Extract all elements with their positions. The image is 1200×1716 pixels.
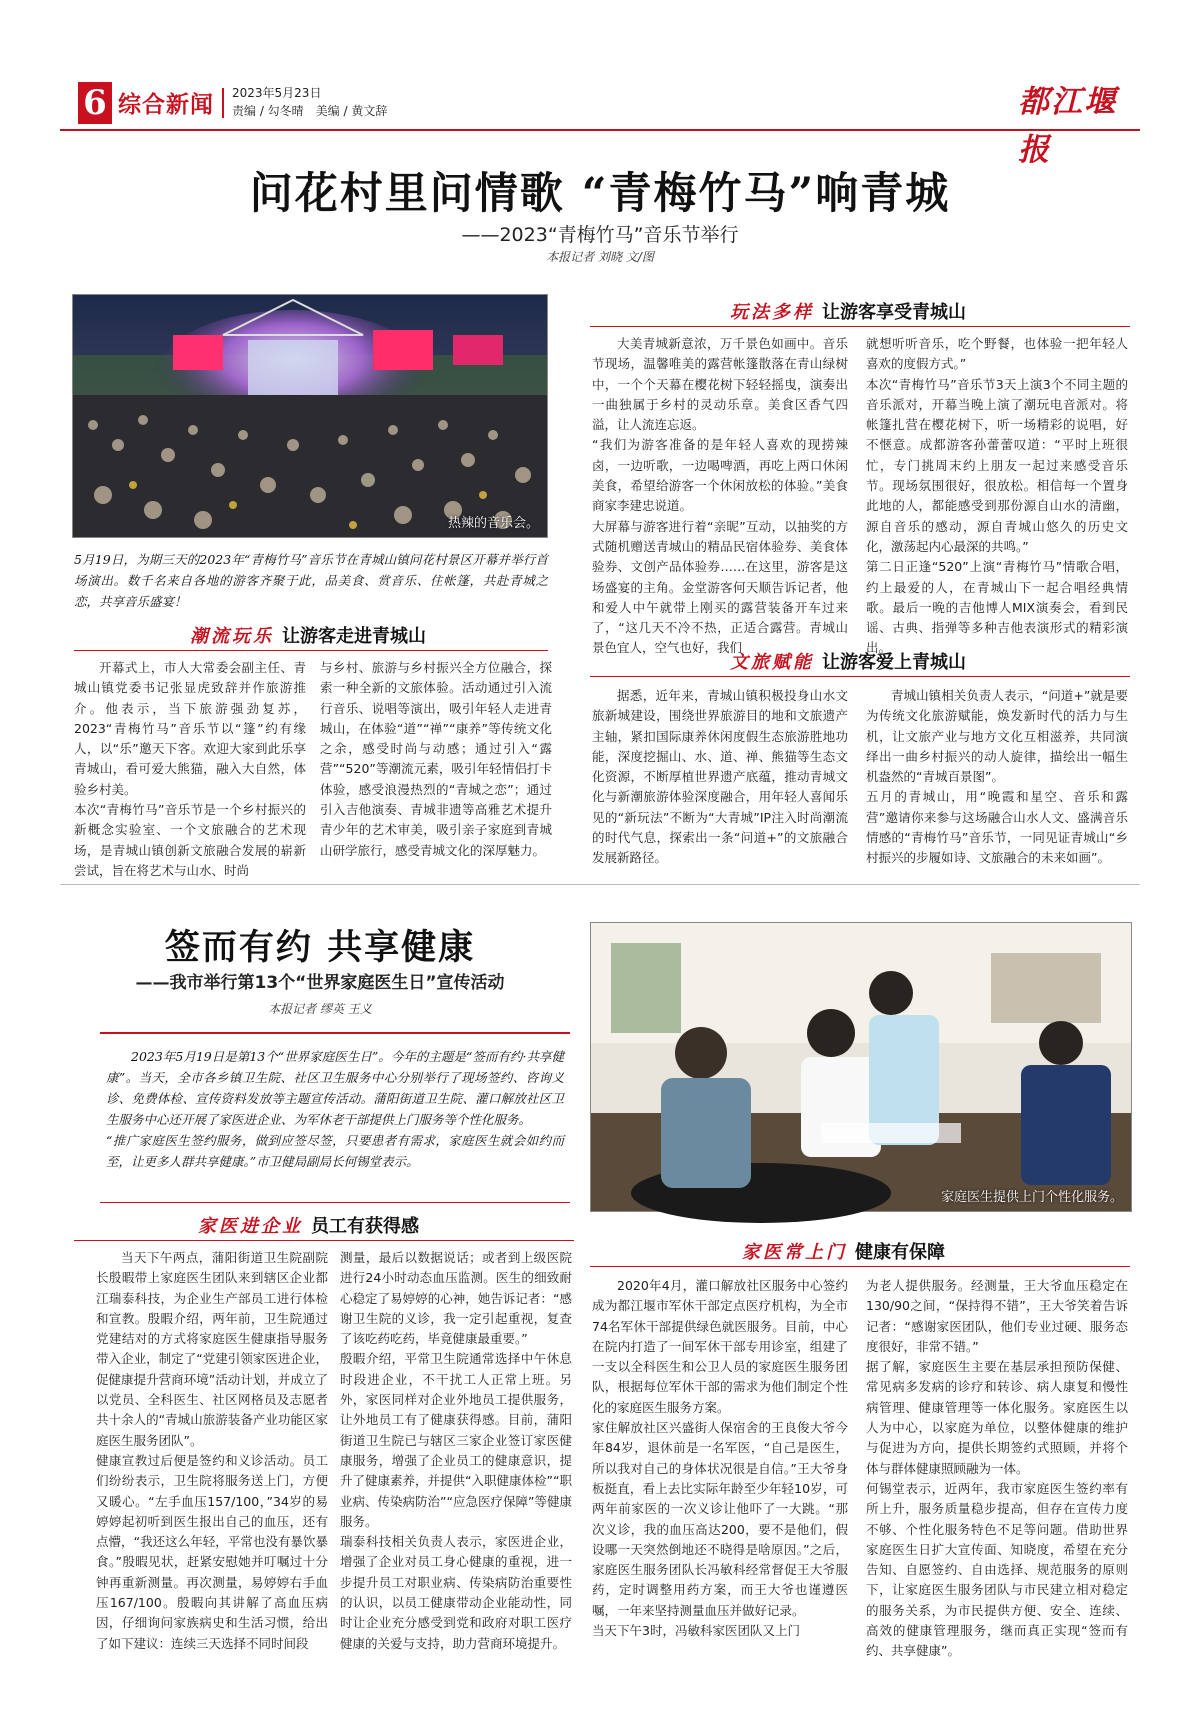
subhead-text: 员工有获得感 (311, 1216, 419, 1237)
doctor-photo-overlay: 家庭医生提供上门个性化服务。 (940, 1190, 1123, 1205)
story1-subtitle: ——2023“青梅竹马”音乐节举行 (461, 224, 739, 246)
story2-lead-box (100, 1032, 570, 1203)
subhead-rule (74, 650, 548, 651)
concert-photo-graphic (73, 295, 547, 537)
subhead-rule (590, 326, 1130, 327)
newspaper-logo: 都江堰报 (1018, 84, 1117, 168)
subhead-rule (590, 676, 1130, 677)
subhead-keyword: 潮流玩乐 (190, 626, 274, 647)
subhead-text: 健康有保障 (855, 1242, 945, 1263)
editors-credit: 责编 / 勾冬晴 美编 / 黄文辞 (232, 104, 388, 118)
story1-subhead-2 (730, 298, 966, 324)
subhead-keyword: 家医进企业 (198, 1216, 303, 1237)
story1-sec2-col2 (866, 334, 1128, 656)
concert-photo-overlay: 热辣的音乐会。 (447, 516, 539, 531)
story1-sec1-col1 (74, 658, 306, 876)
page-number: 6 (78, 82, 112, 124)
body-column: 大美青城新意浓，万千景色如画中。音乐节现场，温馨唯美的露营帐篷散落在青山绿树中，一个个天幕在樱花树下轻轻摇曳，演奏出一曲独属于乡村的灵动乐章。美食区香气四溢，让人流连忘返。 “我们为游客准备的是年轻人喜欢的现捞辣卤，一边听歌，一边喝啤酒，再吃上两口休闲美食，希望给游客一个休闲放松的体验。”美食商家李建忠说道。 大屏幕与游客进行着“亲昵”互动，以抽奖的方式随机赠送青城山的精品民宿体验券、美食体验券、文创产品体验券……在这里，游客是这场盛宴的主角。金堂游客何天顺告诉记者，他和爱人中午就带上刚买的露营装备开车过来了，“这几天不冷不热，正适合露营。青城山景色宜人，空气也好，我们 (592, 336, 848, 656)
header-rule (60, 129, 1140, 131)
story2-byline: 本报记者 缪英 王义 (268, 1002, 372, 1016)
story2-sec2-col1 (592, 1276, 848, 1688)
story1-subhead-1 (190, 622, 426, 648)
section-name: 综合新闻 (118, 92, 214, 118)
body-column: 开幕式上，市人大常委会副主任、青城山镇党委书记张显虎致辞并作旅游推介。他表示，当下旅游强劲复苏，2023“青梅竹马”音乐节以“篷”约有缘人，以“乐”邀天下客。欢迎大家到此乐享青城山，看可爱大熊猫，融入大自然，体验乡村美。 本次“青梅竹马”音乐节是一个乡村振兴的新概念实验室、一个文旅融合的艺术现场，是青城山镇创新文旅融合发展的崭新尝试，旨在将艺术与山水、时尚 (74, 660, 306, 878)
story1-sec3-col2 (866, 686, 1128, 866)
story2-sec1-col2 (340, 1248, 572, 1688)
subhead-text: 让游客享受青城山 (822, 302, 966, 323)
story1-sec2-col1 (592, 334, 848, 656)
subhead-text: 让游客走进青城山 (282, 626, 426, 647)
body-column: 就想听听音乐，吃个野餐，也体验一把年轻人喜欢的度假方式。” 本次“青梅竹马”音乐节3天上演3个不同主题的音乐派对，开幕当晚上演了潮玩电音派对。将帐篷扎营在樱花树下，听一场精彩的说唱，好不惬意。成都游客孙蕾蕾叹道：“平时上班很忙，专门挑周末约上朋友一起过来感受音乐节。现场氛围很好，很放松。相信每一个置身此地的人，都能感受到那份源自山水的清幽，源自音乐的感动，源自青城山悠久的历史文化，激荡起内心最深的共鸣。” 第二日正逢“520”上演“青梅竹马”情歌合唱，约上最爱的人，在青城山下一起合唱经典情歌。最后一晚的吉他博人MIX演奏会，看到民谣、古典、指弹等多种吉他表演形式的精彩演出。 (866, 336, 1128, 656)
header-divider (222, 88, 224, 118)
subhead-keyword: 家医常上门 (742, 1242, 847, 1263)
story2-lead: 2023年5月19日是第13个“世界家庭医生日”。今年的主题是“签而有约·共享健康”。当天，全市各乡镇卫生院、社区卫生服务中心分别举行了现场签约、咨询义诊、免费体检、宣传资料发放等主题宣传活动。蒲阳街道卫生院、灌口解放社区卫生服务中心还开展了家医进企业、为军休老干部提供上门服务等个性化服务。 “推广家庭医生签约服务，做到应签尽签，只要患者有需求，家庭医生就会如约而至，让更多人群共享健康。”市卫健局副局长何锡堂表示。 (106, 1049, 564, 1169)
story2-sec1-col1 (96, 1248, 328, 1688)
story2-title: 签而有约 共享健康 (164, 927, 476, 968)
body-column: 当天下午两点，蒲阳街道卫生院副院长殷暇带上家庭医生团队来到辖区企业都江瑞泰科技，为企业生产部员工进行体检和宣教。殷暇介绍，两年前，卫生院通过党建结对的方式将家庭医生健康指导服务带入企业，制定了“党建引领家医进企业，促健康提升营商环境”活动计划，并成立了以党员、全科医生、社区网格员及志愿者共十余人的“青城山旅游装备产业功能区家庭医生服务团队”。 健康宣教过后便是签约和义诊活动。员工们纷纷表示，卫生院将服务送上门，方便又暖心。“左手血压157/100，”34岁的易婷婷起初听到医生报出自己的血压，还有点懵，“我还这么年轻，平常也没有暴饮暴食。”殷暇见状，赶紧安慰她并叮嘱过十分钟再重新测量。再次测量，易婷婷右手血压167/100。殷暇向其讲解了高血压病因，仔细询问家族病史和生活习惯，给出了如下建议：连续三天选择不同时间段 (96, 1250, 328, 1651)
story2-subhead-1 (198, 1212, 419, 1238)
subhead-rule (590, 1266, 1130, 1267)
story2-sec2-col2 (866, 1276, 1128, 1688)
body-column: 青城山镇相关负责人表示，“问道+”就是要为传统文化旅游赋能，焕发新时代的活力与生机，让文旅产业与地方文化互相滋养，共同演绎出一曲乡村振兴的动人旋律，描绘出一幅生机盎然的“青城百景图”。 五月的青城山，用“晚霞和星空、音乐和露营”邀请你来参与这场融合山水人文、盛满音乐情感的“青梅竹马”音乐节，一同见证青城山“乡村振兴的步履如诗、文旅融合的未来如画”。 (866, 688, 1128, 866)
body-column: 为老人提供服务。经测量，王大爷血压稳定在130/90之间，“保持得不错”，王大爷笑着告诉记者：“感谢家医团队，他们专业过硬、服务态度很好，非常不错。” 据了解，家庭医生主要在基层承担预防保健、常见病多发病的诊疗和转诊、病人康复和慢性病管理、健康管理等一体化服务。家庭医生以人为中心，以家庭为单位，以整体健康的维护与促进为方向，提供长期签约式照顾，并将个体与群体健康照顾融为一体。 何锡堂表示，近两年，我市家庭医生签约率有所上升，服务质量稳步提高，但存在宣传力度不够、个性化服务特色不足等问题。借助世界家庭医生日扩大宣传面、知晓度，希望在充分告知、自愿签约、自由选择、规范服务的原则下，让家庭医生服务团队与市民建立相对稳定的服务关系，为市民提供方便、安全、连续、高效的健康管理服务，继而真正实现“签而有约、共享健康”。 (866, 1278, 1128, 1659)
subhead-text: 让游客爱上青城山 (822, 652, 966, 673)
story2-subhead-2 (742, 1238, 945, 1264)
subhead-keyword: 文旅赋能 (730, 652, 814, 673)
caption-text: 5月19日，为期三天的2023年“青梅竹马”音乐节在青城山镇问花村景区开幕并举行首场演出。数千名来自各地的游客齐聚于此，品美食、赏音乐、住帐篷，共赴青城之恋，共享音乐盛宴！ (74, 552, 548, 609)
doctor-visit-graphic (591, 923, 1131, 1211)
story1-byline: 本报记者 刘晓 文/图 (546, 250, 654, 264)
body-column: 2020年4月，灌口解放社区服务中心签约成为都江堰市军休干部定点医疗机构，为全市74名军休干部提供绿色就医服务。目前，中心在院内打造了一间军休干部专用诊室，组建了一支以全科医生和公卫人员的家庭医生服务团队，根据每位军休干部的需求为他们制定个性化的家庭医生服务方案。 家住解放社区兴盛街人保宿舍的王良俊大爷今年84岁，退休前是一名军医，“自己是医生，所以我对自己的身体状况很是自信。”王大爷身板挺直，看上去比实际年龄至少年轻10岁，可两年前家医的一次义诊让他吓了一大跳。“那次义诊，我的血压高达200，要不是他们，假设哪一天突然倒地还不晓得是啥原因。”之后，家庭医生服务团队长冯敏科经常督促王大爷服药，定时调整用药方案，而王大爷也谨遵医嘱，一年来坚持测量血压并做好记录。 当天下午3时，冯敏科家医团队又上门 (592, 1278, 848, 1639)
doctor-visit-photo (590, 922, 1132, 1212)
body-column: 测量，最后以数据说话；或者到上级医院进行24小时动态血压监测。医生的细致耐心稳定了易婷婷的心神，她告诉记者：“感谢卫生院的义诊，我一定引起重视，复查了该吃药吃药，毕竟健康最重要。” 殷暇介绍，平常卫生院通常选择中午休息时段进企业，不干扰工人正常上班。另外，家医同样对企业外地员工提供服务，让外地员工有了健康获得感。目前，蒲阳街道卫生院已与辖区三家企业签订家医健康服务，增强了企业员工的健康意识，提升了健康素养，并提供“入职健康体检”“职业病、传染病防治”“应急医疗保障”等健康服务。 瑞泰科技相关负责人表示，家医进企业，增强了企业对员工身心健康的重视，进一步提升员工对职业病、传染病防治重要性的认识，以员工健康带动企业能动性，同时让企业充分感受到党和政府对职工医疗健康的关爱与支持，助力营商环境提升。 (340, 1250, 572, 1651)
body-column: 与乡村、旅游与乡村振兴全方位融合，探索一种全新的文旅体验。活动通过引入流行音乐、说唱等演出，吸引年轻人走进青城山，在体验“道”“禅”“康养”等传统文化之余，感受时尚与动感；通过引入“露营”“520”等潮流元素，吸引年轻情侣打卡体验，感受浪漫热烈的“青城之恋”；通过引入吉他演奏、青城非遗等高雅艺术提升青少年的艺术审美，吸引亲子家庭到青城山研学旅行，感受青城文化的深厚魅力。 (320, 660, 552, 858)
subhead-rule (74, 1240, 574, 1241)
body-column: 据悉，近年来，青城山镇积极投身山水文旅新城建设，围绕世界旅游目的地和文旅遗产主轴，紧扣国际康养休闲度假生态旅游胜地功能，深度挖掘山、水、道、禅、熊猫等生态文化资源，不断厚植世界遗产底蕴，推动青城文化与新潮旅游体验深度融合，用年轻人喜闻乐见的“新玩法”不断为“大青城”IP注入时尚潮流的时代气息，探索出一条“问道+”的文旅融合发展新路径。 (592, 688, 848, 866)
story2-subtitle: ——我市举行第13个“世界家庭医生日”宣传活动 (135, 973, 505, 993)
story1-sec1-col2 (320, 658, 552, 876)
concert-photo (72, 294, 548, 538)
concert-photo-caption (74, 549, 548, 615)
issue-date: 2023年5月23日 (232, 86, 322, 100)
story-divider (60, 884, 1140, 885)
story1-sec3-col1 (592, 686, 848, 866)
subhead-keyword: 玩法多样 (730, 302, 814, 323)
story1-title: 问花村里问情歌 “青梅竹马”响青城 (249, 169, 951, 219)
story1-subhead-3 (730, 648, 966, 674)
